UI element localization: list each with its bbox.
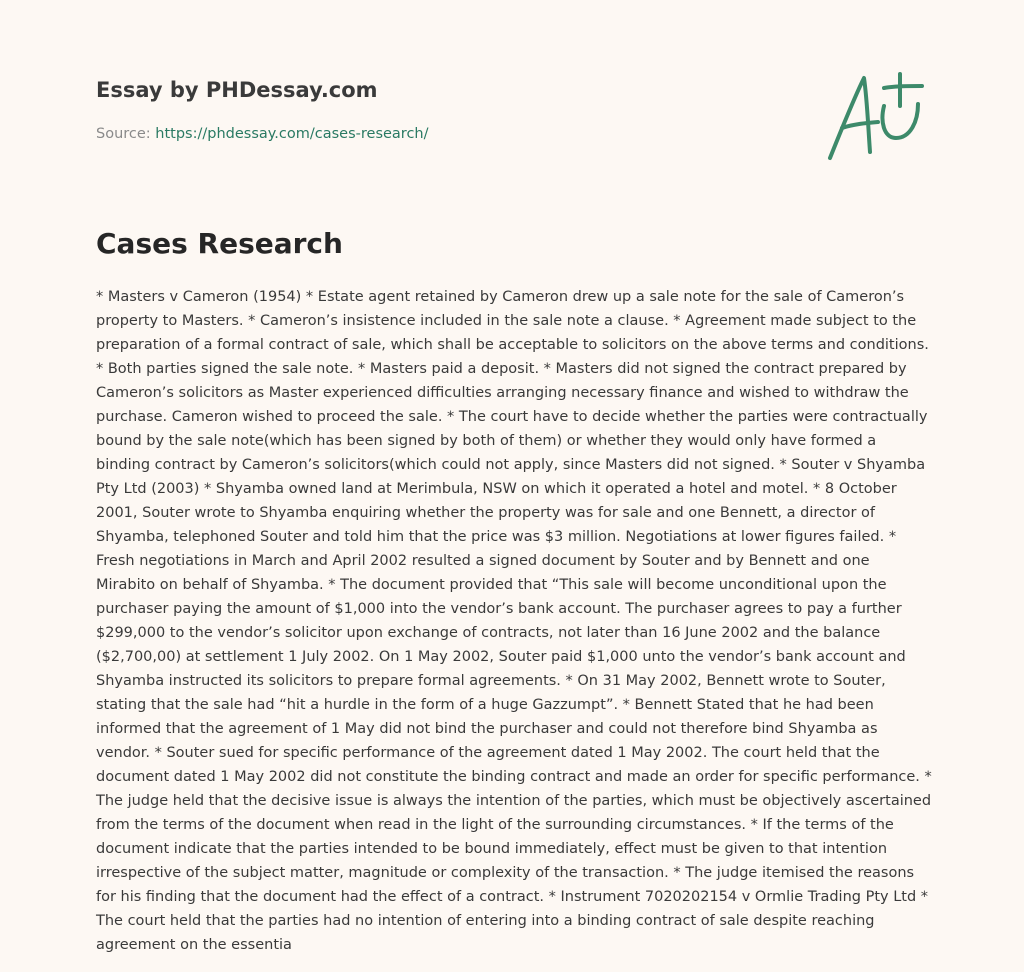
source-link[interactable]: https://phdessay.com/cases-research/	[155, 126, 429, 142]
article-title: Cases Research	[96, 227, 343, 260]
source-line	[96, 124, 429, 144]
article-body: * Masters v Cameron (1954) * Estate agent retained by Cameron drew up a sale note for the sale of Cameron’s property to Masters. * Cameron’s insistence included in the sale note a clause. * Agreement made subject to the preparation of a formal contract of sale, which shall be acceptable to solicitors on the above terms and conditions. * Both parties signed the sale note. * Masters paid a deposit. * Masters did not signed the contract prepared by Cameron’s solicitors as Master experienced difficulties arranging necessary finance and wished to withdraw the purchase. Cameron wished to proceed the sale. * The court have to decide whether the parties were contractually bound by the sale note(which has been signed by both of them) or whether they would only have formed a binding contract by Cameron’s solicitors(which could not apply, since Masters did not signed. * Souter v Shyamba Pty Ltd (2003) * Shyamba owned land at Merimbula, NSW on which it operated a hotel and motel. * 8 October 2001, Souter wrote to Shyamba enquiring whether the property was for sale and one Bennett, a director of Shyamba, telephoned Souter and told him that the price was $3 million. Negotiations at lower figures failed. * Fresh negotiations in March and April 2002 resulted a signed document by Souter and by Bennett and one Mirabito on behalf of Shyamba. * The document provided that “This sale will become unconditional upon the purchaser paying the amount of $1,000 into the vendor’s bank account. The purchaser agrees to pay a further $299,000 to the vendor’s solicitor upon exchange of contracts, not later than 16 June 2002 and the balance ($2,700,00) at settlement 1 July 2002. On 1 May 2002, Souter paid $1,000 unto the vendor’s bank account and Shyamba instructed its solicitors to prepare formal agreements. * On 31 May 2002, Bennett wrote to Souter, stating that the sale had “hit a hurdle in the form of a huge Gazzumpt”. * Bennett Stated that he had been informed that the agreement of 1 May did not bind the purchaser and could not therefore bind Shyamba as vendor. * Souter sued for specific performance of the agreement dated 1 May 2002. The court held that the document dated 1 May 2002 did not constitute the binding contract and made an order for specific performance. * The judge held that the decisive issue is always the intention of the parties, which must be objectively ascertained from the terms of the document when read in the light of the surrounding circumstances. * If the terms of the document indicate that the parties intended to be bound immediately, effect must be given to that intention irrespective of the subject matter, magnitude or complexity of the transaction. * The judge itemised the reasons for his finding that the document had the effect of a contract. * Instrument 7020202154 v Ormlie Trading Pty Ltd * The court held that the parties had no intention of entering into a binding contract of sale despite reaching agreement on the essentia	[96, 289, 932, 953]
source-label: Source:	[96, 126, 156, 142]
site-brand: Essay by PHDessay.com	[96, 78, 378, 102]
a-plus-logo-icon	[820, 66, 932, 166]
